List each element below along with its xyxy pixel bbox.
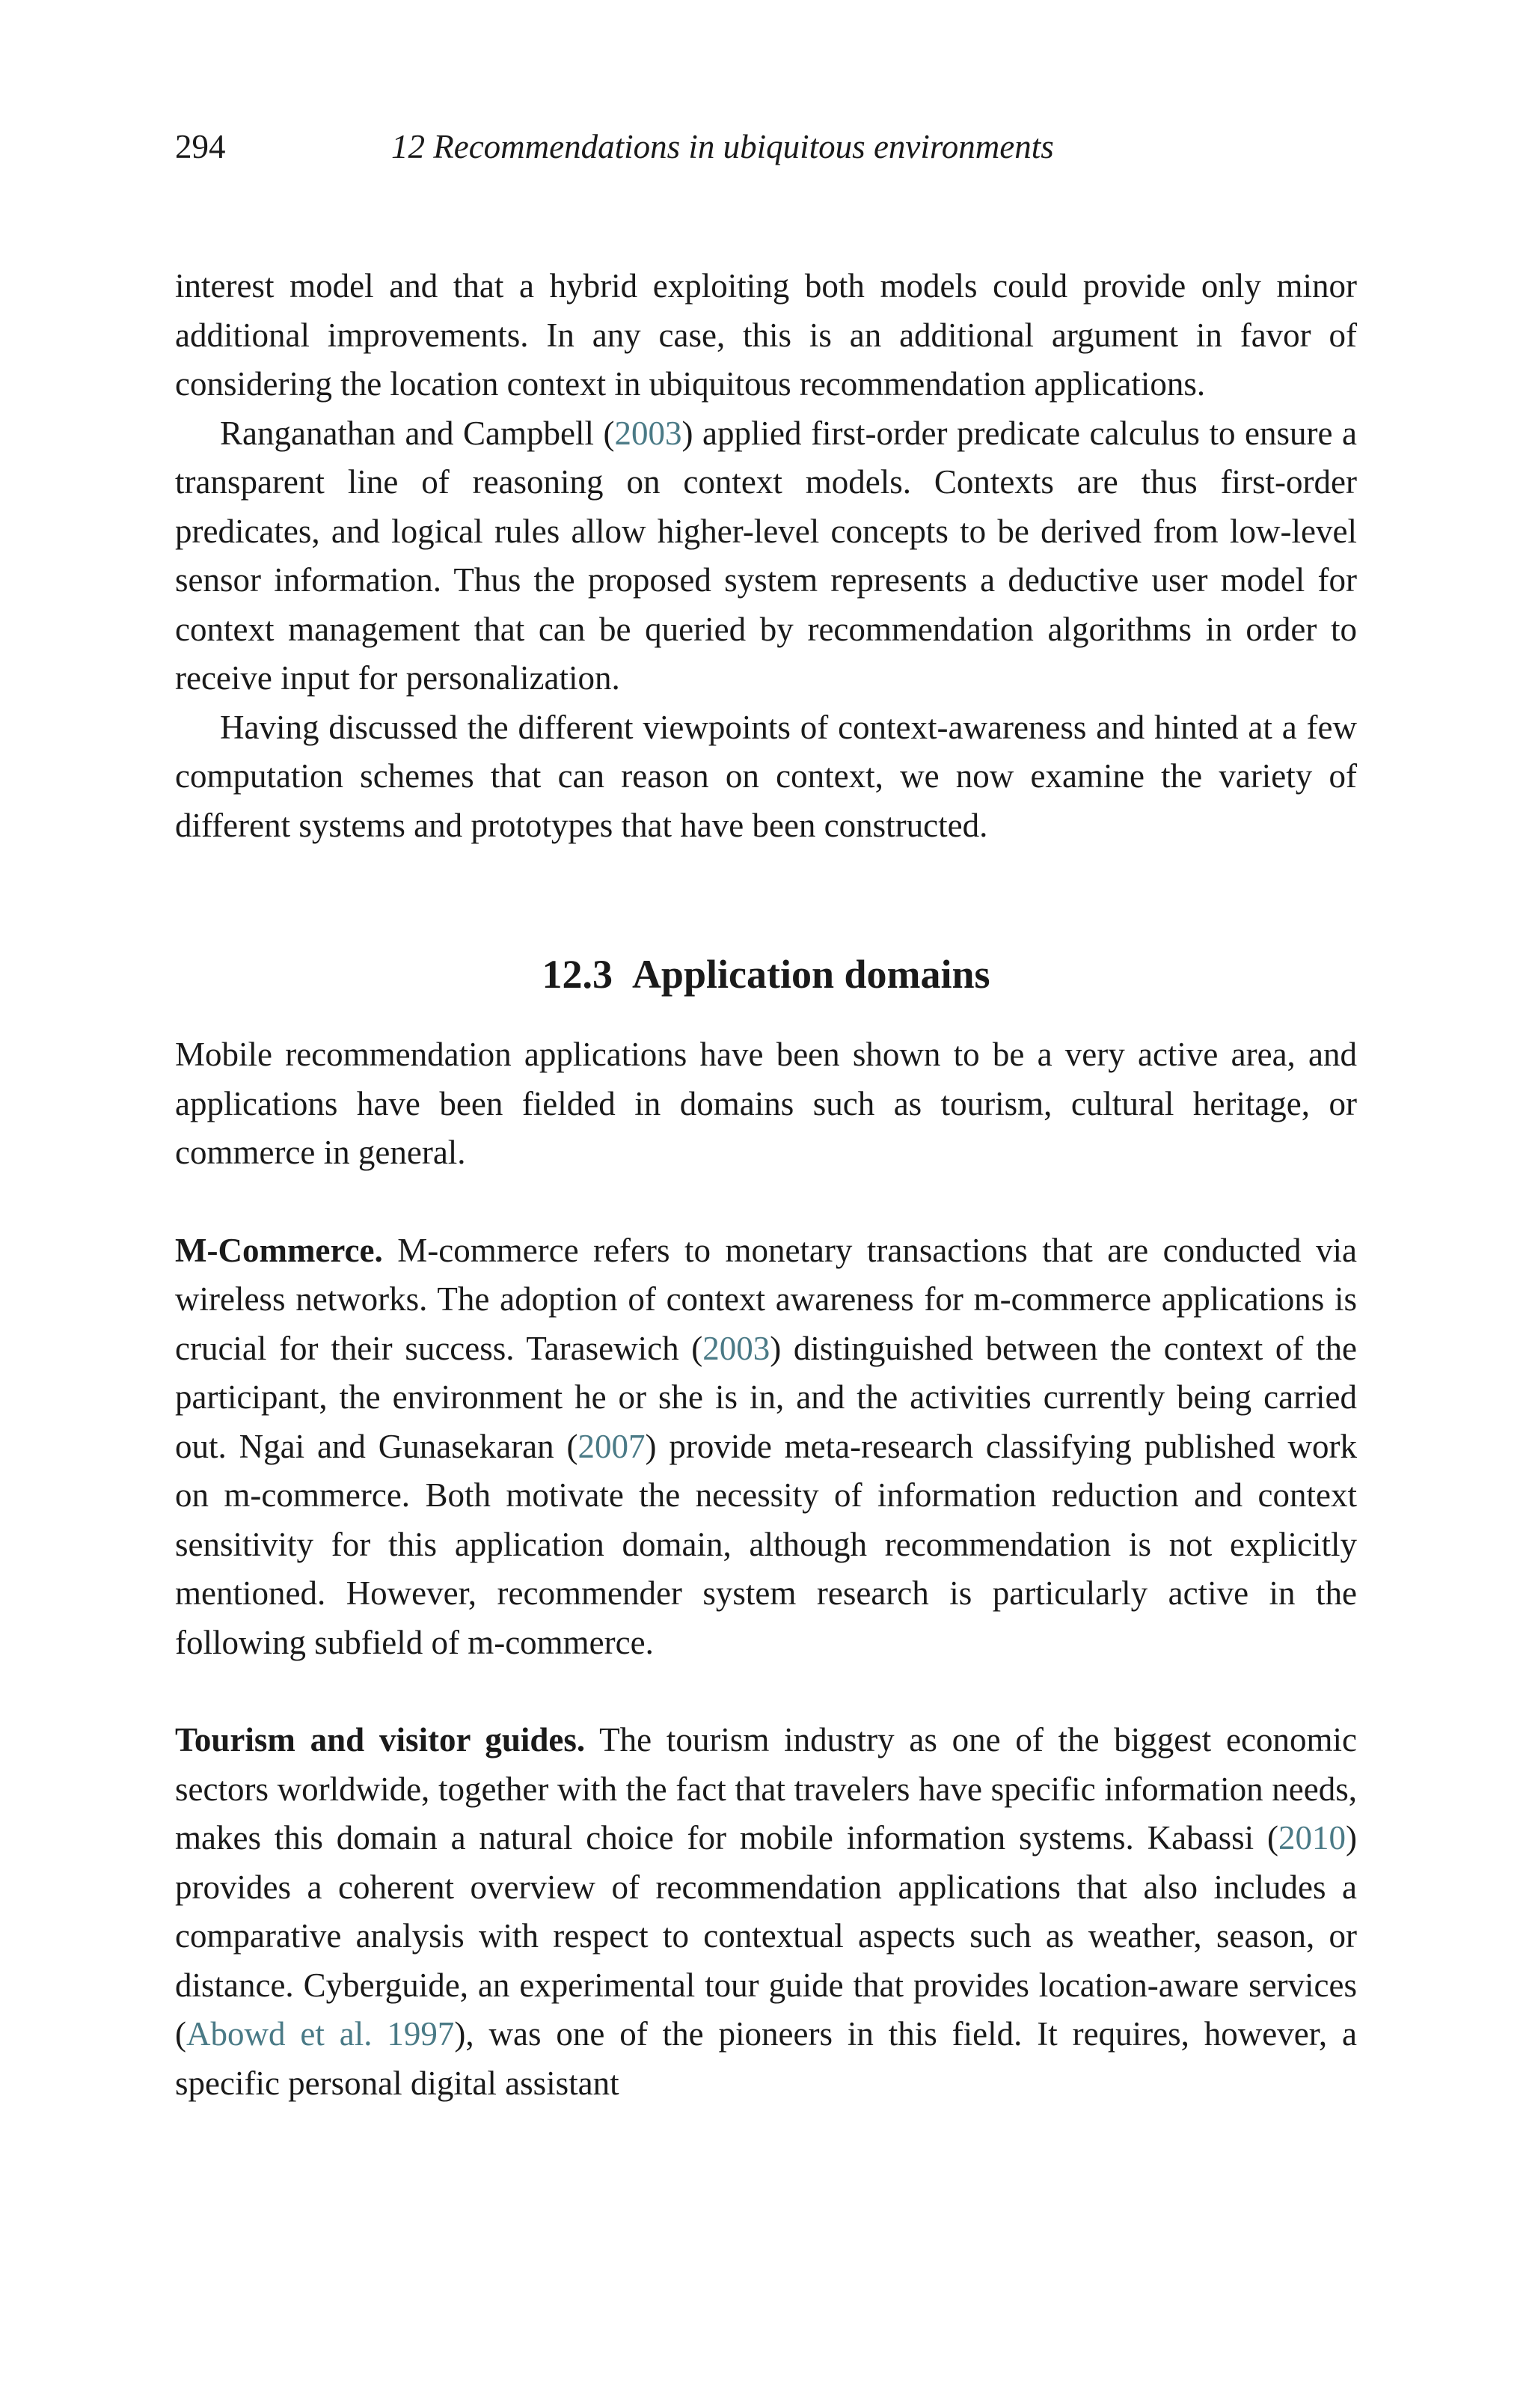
paragraph-continuation [175,262,1357,409]
paragraph-intro [175,1030,1357,1178]
running-title: 12 Recommendations in ubiquitous environments [391,128,1054,165]
citation-link[interactable]: Abowd et al. 1997 [186,2015,455,2053]
citation-link[interactable]: 2003 [614,414,682,452]
citation-link[interactable]: 2003 [702,1329,770,1367]
paragraph-text: Mobile recommendation applications have been shown to be a very active area, and applications have been fielded in domains such as tourism, cultural heritage, or commerce in general. [175,1036,1357,1171]
running-head [175,124,1357,169]
section-title: Application domains [631,952,990,997]
paragraph-text: M-commerce refers to monetary transactions that are conducted via wireless networks. The adoption of context awareness for m-commerce applications is crucial for their success. Tarasewich ( [175,1231,1357,1367]
paragraph-ranganathan [175,409,1357,703]
paragraph-text: interest model and that a hybrid exploiting both models could provide only minor additional improvements. In any case, this is an additional argument in favor of considering the location context in ubiquitous recommendation applications. [175,267,1357,403]
paragraph-text: Ranganathan and Campbell ( [220,414,615,452]
citation-link[interactable]: 2010 [1278,1819,1346,1857]
paragraph-text: ), was one of the pioneers in this field. It requires, however, a specific personal digital assistant [175,2015,1357,2102]
body-text [175,262,1357,2108]
paragraph-text: ) applied first-order predicate calculus to ensure a transparent line of reasoning on context models. Contexts are thus first-order predicates, and logical rules allow higher-level concepts to be derived from low-level sensor information. Thus the proposed system represents a deductive user model for context management that can be queried by recommendation algorithms in order to receive input for personalization. [175,414,1358,697]
citation-link[interactable]: 2007 [577,1427,646,1465]
page-number: 294 [175,128,226,165]
paragraph-transition [175,703,1357,851]
paragraph-tourism [175,1716,1357,2108]
paragraph-text: ) provides a coherent overview of recommendation applications that also includes a comparative analysis with respect to contextual aspects such as weather, season, or distance. Cyberguide, an experimental tour guide that provides location-aware services ( [175,1819,1357,2053]
run-in-heading: Tourism and visitor guides. [175,1721,586,1758]
paragraph-text: The tourism industry as one of the biggest economic sectors worldwide, together with the fact that travelers have specific information needs, makes this domain a natural choice for mobile information systems. Kabassi ( [175,1721,1357,1857]
run-in-heading: M-Commerce. [175,1231,383,1269]
paragraph-mcommerce [175,1226,1357,1668]
paragraph-text: ) provide meta-research classifying published work on m-commerce. Both motivate the necessity of information reduction and context sensitivity for this application domain, although recommendation is not explicitly mentioned. However, recommender system research is particularly active in the following subfield of m-commerce. [175,1427,1357,1661]
paragraph-text: Having discussed the different viewpoints of context-awareness and hinted at a few computation schemes that can reason on context, we now examine the variety of different systems and prototypes that have been constructed. [175,708,1357,844]
paragraph-text: ) distinguished between the context of the participant, the environment he or she is in, and the activities currently being carried out. Ngai and Gunasekaran ( [175,1329,1357,1465]
section-number: 12.3 [542,952,613,997]
section-heading [175,948,1357,1000]
